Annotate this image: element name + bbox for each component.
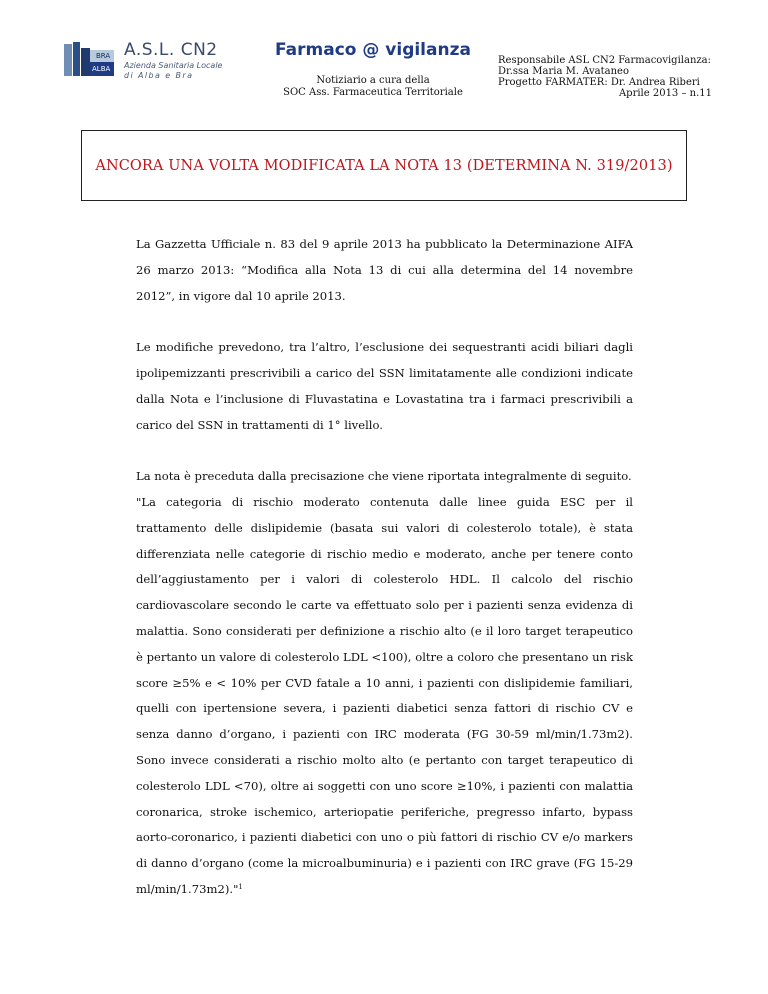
responsible-line-1: Responsabile ASL CN2 Farmacovigilanza: xyxy=(498,55,711,66)
article-title: ANCORA UNA VOLTA MODIFICATA LA NOTA 13 (DETERMINA N. 319/2013) xyxy=(95,157,673,174)
asl-logo xyxy=(64,40,264,80)
responsible-line-3: Progetto FARMATER: Dr. Andrea Riberi xyxy=(498,77,700,88)
masthead-subtitle-line-1: Notiziario a cura della xyxy=(316,75,430,86)
paragraph-2: Le modifiche prevedono, tra l’altro, l’esclusione dei sequestranti acidi biliari dagli ipolipemizzanti prescrivibili a carico del SSN limitatamente alle condizioni indicate dalla Nota e l’inclusione di Fluvastatina e Lovastatina tra i farmaci prescrivibili a carico del SSN in trattamenti di 1° livello. xyxy=(136,340,633,432)
responsible-line-2: Dr.ssa Maria M. Avataneo xyxy=(498,66,629,77)
paragraph-3: La nota è preceduta dalla precisazione che viene riportata integralmente di seguito. xyxy=(136,469,632,484)
responsible-block xyxy=(498,55,712,99)
logo-subtitle-1: Azienda Sanitaria Locale xyxy=(124,61,223,70)
issue-date: Aprile 2013 – n.11 xyxy=(618,88,712,99)
masthead-subtitle xyxy=(268,75,478,99)
masthead xyxy=(268,40,478,99)
logo-badge-alba: ALBA xyxy=(92,65,111,73)
footnote-ref: 1 xyxy=(238,882,243,891)
logo-subtitle-2: di Alba e Bra xyxy=(124,71,194,80)
article-title-box xyxy=(81,130,687,201)
masthead-title: Farmaco @ vigilanza xyxy=(275,40,471,60)
logo-name: A.S.L. CN2 xyxy=(124,40,218,60)
article-body xyxy=(136,232,633,903)
quote-text: "La categoria di rischio moderato contenuta dalle linee guida ESC per il trattamento delle dislipidemie (basata sui valori di colesterolo totale), è stata differenziata nelle categorie di rischio medio e moderato, anche per tenere conto dell’aggiustamento per i valori di colesterolo HDL. Il calcolo del rischio cardiovascolare secondo le carte va effettuato solo per i pazienti senza evidenza di malattia. Sono considerati per definizione a rischio alto (e il loro target terapeutico è pertanto un valore di colesterolo LDL <100), oltre a coloro che presentano un risk score ≥5% e < 10% per CVD fatale a 10 anni, i pazienti con dislipidemie familiari, quelli con ipertensione severa, i pazienti diabetici senza fattori di rischio CV e senza danno d’organo, i pazienti con IRC moderata (FG 30-59 ml/min/1.73m2). Sono invece considerati a rischio molto alto (e pertanto con target terapeutico di colesterolo LDL <70), oltre ai soggetti con uno score ≥10%, i pazienti con malattia coronarica, stroke ischemico, arteriopatie periferiche, pregresso infarto, bypass aorto-coronarico, i pazienti diabetici con uno o più fattori di rischio CV e/o markers di danno d’organo (come la microalbuminuria) e i pazienti con IRC grave (FG 15-29 ml/min/1.73m2)." xyxy=(136,494,633,896)
paragraph-1: La Gazzetta Ufficiale n. 83 del 9 aprile 2013 ha pubblicato la Determinazione AIFA 26 marzo 2013: “Modifica alla Nota 13 di cui alla determina del 14 novembre 2012”, in vigore dal 10 aprile 2013. xyxy=(136,237,633,303)
logo-badge-bra: BRA xyxy=(96,52,111,60)
quote-paragraph xyxy=(136,490,633,903)
masthead-subtitle-line-2: SOC Ass. Farmaceutica Territoriale xyxy=(283,87,463,98)
